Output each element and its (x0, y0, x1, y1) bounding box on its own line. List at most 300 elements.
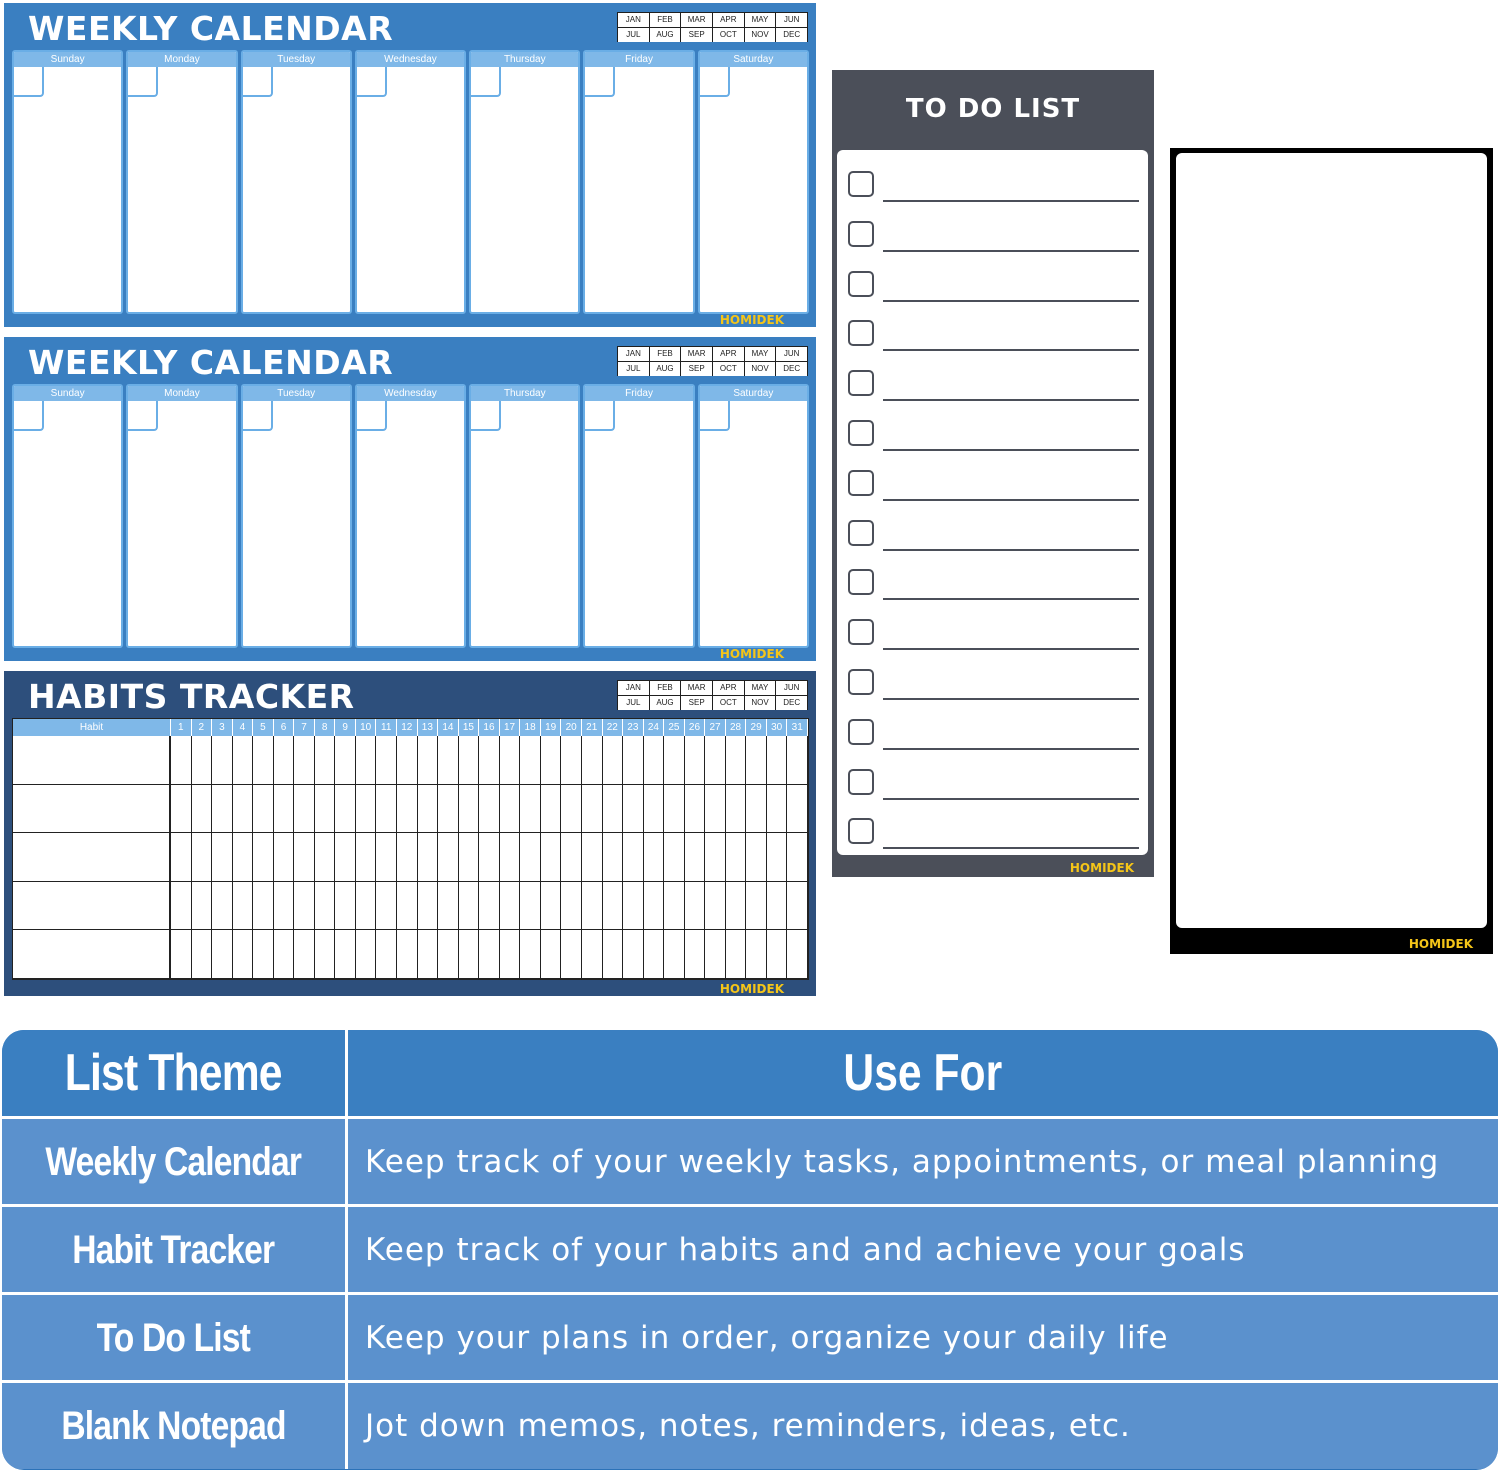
month-cell: JUN (776, 347, 807, 361)
habit-check-cell (561, 833, 582, 882)
habit-check-cell (767, 785, 788, 834)
date-box (700, 401, 730, 431)
habit-check-cell (685, 736, 706, 785)
habit-check-cell (746, 785, 767, 834)
day-header: Tuesday (243, 386, 350, 401)
month-cell: AUG (650, 362, 681, 376)
day-number-header: 8 (315, 719, 336, 736)
date-box (471, 67, 501, 97)
habit-check-cell (356, 736, 377, 785)
todo-line (883, 748, 1139, 750)
habit-check-cell (335, 930, 356, 979)
day-column (126, 50, 237, 314)
habit-check-cell (623, 785, 644, 834)
todo-line (883, 300, 1139, 302)
todo-line (883, 549, 1139, 551)
day-column (583, 384, 694, 648)
month-cell: FEB (650, 13, 681, 27)
day-number-header: 9 (335, 719, 356, 736)
habit-check-cell (376, 882, 397, 931)
todo-item (847, 566, 1139, 600)
table-row (2, 1204, 1498, 1293)
day-header: Friday (585, 52, 692, 67)
habit-check-cell (376, 833, 397, 882)
habit-check-cell (541, 736, 562, 785)
day-column (469, 384, 580, 648)
theme-cell: Weekly Calendar (2, 1119, 348, 1205)
habit-check-cell (192, 882, 213, 931)
habit-check-cell (520, 736, 541, 785)
brand-logo: HOMIDEK (719, 982, 784, 996)
header-list-theme: List Theme (2, 1030, 348, 1116)
day-writing-area (128, 67, 235, 312)
table-header (2, 1030, 1498, 1116)
checkbox-icon (848, 420, 874, 446)
habit-grid (12, 718, 809, 980)
habit-check-cell (274, 785, 295, 834)
habit-check-cell (294, 785, 315, 834)
date-box (700, 67, 730, 97)
habit-check-cell (644, 833, 665, 882)
habit-check-cell (212, 785, 233, 834)
month-cell: JAN (618, 13, 649, 27)
habit-check-cell (603, 930, 624, 979)
todo-item (847, 417, 1139, 451)
habit-check-cell (623, 882, 644, 931)
habit-check-cell (438, 833, 459, 882)
habit-check-cell (623, 930, 644, 979)
day-column (698, 50, 809, 314)
day-header: Tuesday (243, 52, 350, 67)
habit-check-cell (479, 833, 500, 882)
month-cell: MAR (681, 347, 712, 361)
day-header: Thursday (471, 386, 578, 401)
habit-check-cell (623, 833, 644, 882)
day-column (355, 384, 466, 648)
table-row (2, 1380, 1498, 1469)
todo-item (847, 616, 1139, 650)
habit-check-cell (726, 736, 747, 785)
habit-check-cell (561, 930, 582, 979)
habit-check-cell (479, 736, 500, 785)
habit-check-cell (212, 736, 233, 785)
todo-item (847, 268, 1139, 302)
day-number-header: 4 (233, 719, 254, 736)
use-cell: Keep your plans in order, organize your daily life (365, 1320, 1169, 1356)
habit-check-cell (479, 882, 500, 931)
habit-check-cell (541, 833, 562, 882)
day-number-header: 3 (212, 719, 233, 736)
month-cell: SEP (681, 28, 712, 42)
todo-line (883, 399, 1139, 401)
todo-paper (837, 150, 1148, 855)
day-number-header: 7 (294, 719, 315, 736)
habit-name-cell (13, 833, 171, 882)
habit-check-cell (500, 930, 521, 979)
month-cell: AUG (650, 28, 681, 42)
habit-check-cell (787, 833, 808, 882)
theme-cell: To Do List (2, 1295, 348, 1381)
month-cell: MAR (681, 13, 712, 27)
day-writing-area (585, 401, 692, 646)
month-cell: APR (713, 13, 744, 27)
habit-check-cell (541, 930, 562, 979)
day-column (12, 50, 123, 314)
month-selector (617, 12, 808, 42)
day-header: Saturday (700, 52, 807, 67)
habit-check-cell (294, 930, 315, 979)
day-header: Monday (128, 52, 235, 67)
month-cell: JUL (618, 696, 649, 710)
day-number-header: 11 (376, 719, 397, 736)
month-cell: JUN (776, 13, 807, 27)
habit-check-cell (274, 833, 295, 882)
blank-notepad-board (1170, 148, 1493, 954)
weekly-calendar-board-1 (4, 3, 816, 327)
habit-check-cell (644, 736, 665, 785)
day-number-header: 1 (171, 719, 192, 736)
habit-name-cell (13, 882, 171, 931)
day-number-header: 6 (274, 719, 295, 736)
habit-check-cell (397, 736, 418, 785)
date-box (357, 401, 387, 431)
habit-check-cell (233, 785, 254, 834)
month-cell: SEP (681, 696, 712, 710)
day-number-header: 24 (644, 719, 665, 736)
todo-item (847, 218, 1139, 252)
habit-check-cell (561, 736, 582, 785)
brand-logo: HOMIDEK (1408, 937, 1473, 951)
brand-logo: HOMIDEK (719, 647, 784, 661)
habit-check-cell (787, 930, 808, 979)
habit-check-cell (212, 833, 233, 882)
habits-tracker-board (4, 671, 816, 996)
month-cell: APR (713, 347, 744, 361)
habit-check-cell (356, 882, 377, 931)
day-writing-area (357, 401, 464, 646)
habit-check-cell (459, 882, 480, 931)
habit-check-cell (233, 930, 254, 979)
month-cell: AUG (650, 696, 681, 710)
month-cell: JUN (776, 681, 807, 695)
habit-check-cell (335, 736, 356, 785)
habit-check-cell (315, 785, 336, 834)
habit-check-cell (192, 736, 213, 785)
habit-check-cell (664, 736, 685, 785)
habit-check-cell (192, 833, 213, 882)
habit-check-cell (438, 736, 459, 785)
brand-logo: HOMIDEK (719, 313, 784, 327)
day-header: Wednesday (357, 52, 464, 67)
day-number-header: 10 (356, 719, 377, 736)
habit-check-cell (685, 930, 706, 979)
todo-item (847, 367, 1139, 401)
day-number-header: 13 (418, 719, 439, 736)
board-title: HABITS TRACKER (28, 677, 355, 716)
day-column (698, 384, 809, 648)
todo-item (847, 517, 1139, 551)
day-columns (12, 50, 809, 314)
day-number-header: 27 (705, 719, 726, 736)
use-cell: Jot down memos, notes, reminders, ideas, etc. (365, 1408, 1131, 1444)
habit-check-cell (397, 930, 418, 979)
date-box (243, 67, 273, 97)
month-cell: NOV (745, 28, 776, 42)
habit-check-cell (315, 930, 336, 979)
month-cell: FEB (650, 347, 681, 361)
day-writing-area (14, 401, 121, 646)
habit-check-cell (253, 785, 274, 834)
habit-check-cell (787, 785, 808, 834)
habit-check-cell (274, 930, 295, 979)
day-column (469, 50, 580, 314)
habit-check-cell (561, 882, 582, 931)
todo-list-board (832, 70, 1154, 877)
habit-check-cell (335, 882, 356, 931)
todo-item (847, 317, 1139, 351)
habit-check-cell (746, 833, 767, 882)
theme-cell: Habit Tracker (2, 1207, 348, 1293)
day-writing-area (471, 401, 578, 646)
habit-check-cell (623, 736, 644, 785)
day-writing-area (243, 401, 350, 646)
habit-check-cell (500, 882, 521, 931)
month-cell: APR (713, 681, 744, 695)
date-box (585, 67, 615, 97)
date-box (128, 67, 158, 97)
todo-line (883, 598, 1139, 600)
habit-check-cell (294, 736, 315, 785)
day-header: Monday (128, 386, 235, 401)
habit-check-cell (418, 785, 439, 834)
habit-check-cell (520, 833, 541, 882)
month-selector (617, 680, 808, 710)
habit-check-cell (212, 930, 233, 979)
month-cell: MAY (745, 13, 776, 27)
habit-check-cell (356, 785, 377, 834)
day-number-header: 31 (787, 719, 808, 736)
habit-check-cell (171, 882, 192, 931)
habit-check-cell (726, 930, 747, 979)
habit-check-cell (397, 833, 418, 882)
habit-check-cell (171, 785, 192, 834)
month-cell: JAN (618, 681, 649, 695)
todo-line (883, 698, 1139, 700)
habit-check-cell (603, 785, 624, 834)
todo-line (883, 847, 1139, 849)
habit-check-cell (335, 833, 356, 882)
todo-line (883, 349, 1139, 351)
day-header: Friday (585, 386, 692, 401)
habit-check-cell (746, 930, 767, 979)
month-cell: DEC (776, 696, 807, 710)
habit-check-cell (192, 930, 213, 979)
habit-check-cell (438, 930, 459, 979)
habit-check-cell (561, 785, 582, 834)
habit-check-cell (603, 882, 624, 931)
checkbox-icon (848, 719, 874, 745)
habit-check-cell (644, 785, 665, 834)
habit-check-cell (418, 833, 439, 882)
habit-check-cell (418, 882, 439, 931)
day-number-header: 25 (664, 719, 685, 736)
habit-name-cell (13, 736, 171, 785)
use-cell: Keep track of your weekly tasks, appointments, or meal planning (365, 1144, 1440, 1180)
month-cell: FEB (650, 681, 681, 695)
date-box (14, 401, 44, 431)
habit-check-cell (233, 736, 254, 785)
habit-check-cell (315, 833, 336, 882)
habit-check-cell (376, 736, 397, 785)
checkbox-icon (848, 619, 874, 645)
todo-item (847, 766, 1139, 800)
habit-name-cell (13, 930, 171, 979)
day-number-header: 17 (500, 719, 521, 736)
habit-check-cell (274, 736, 295, 785)
habit-check-cell (459, 785, 480, 834)
habit-check-cell (315, 736, 336, 785)
checkbox-icon (848, 769, 874, 795)
habit-check-cell (459, 833, 480, 882)
habit-check-cell (541, 785, 562, 834)
notepad-paper (1176, 153, 1487, 928)
day-header: Saturday (700, 386, 807, 401)
habit-check-cell (500, 785, 521, 834)
habit-check-cell (459, 736, 480, 785)
day-header: Thursday (471, 52, 578, 67)
day-column (126, 384, 237, 648)
habit-check-cell (253, 882, 274, 931)
habit-check-cell (274, 882, 295, 931)
habit-check-cell (253, 736, 274, 785)
checkbox-icon (848, 818, 874, 844)
month-cell: MAY (745, 681, 776, 695)
habit-check-cell (171, 930, 192, 979)
month-cell: SEP (681, 362, 712, 376)
day-column (241, 384, 352, 648)
month-selector (617, 346, 808, 376)
habit-check-cell (479, 930, 500, 979)
theme-cell: Blank Notepad (2, 1383, 348, 1469)
habit-column-header: Habit (13, 719, 171, 736)
todo-line (883, 250, 1139, 252)
day-number-header: 15 (459, 719, 480, 736)
day-number-header: 2 (192, 719, 213, 736)
habit-check-cell (705, 882, 726, 931)
table-row (2, 1292, 1498, 1381)
header-use-for: Use For (843, 1044, 1003, 1102)
habit-check-cell (397, 785, 418, 834)
list-theme-table (2, 1030, 1498, 1470)
day-number-header: 30 (767, 719, 788, 736)
day-writing-area (471, 67, 578, 312)
habit-check-cell (376, 785, 397, 834)
checkbox-icon (848, 171, 874, 197)
habit-check-cell (582, 785, 603, 834)
habit-check-cell (767, 882, 788, 931)
habit-check-cell (520, 785, 541, 834)
habit-check-cell (397, 882, 418, 931)
habit-check-cell (685, 785, 706, 834)
habit-check-cell (520, 930, 541, 979)
day-number-header: 20 (561, 719, 582, 736)
habit-check-cell (356, 833, 377, 882)
todo-item (847, 168, 1139, 202)
day-number-header: 16 (479, 719, 500, 736)
habit-check-cell (685, 833, 706, 882)
habit-check-cell (644, 882, 665, 931)
month-cell: MAR (681, 681, 712, 695)
board-title: WEEKLY CALENDAR (28, 343, 394, 382)
day-writing-area (700, 401, 807, 646)
month-cell: JAN (618, 347, 649, 361)
todo-line (883, 449, 1139, 451)
habit-check-cell (787, 882, 808, 931)
day-number-header: 14 (438, 719, 459, 736)
day-writing-area (585, 67, 692, 312)
habit-check-cell (603, 736, 624, 785)
habit-check-cell (746, 882, 767, 931)
habit-check-cell (541, 882, 562, 931)
habit-check-cell (582, 833, 603, 882)
habit-check-cell (376, 930, 397, 979)
checkbox-icon (848, 370, 874, 396)
habit-check-cell (171, 736, 192, 785)
todo-item (847, 467, 1139, 501)
habit-check-cell (664, 930, 685, 979)
day-column (12, 384, 123, 648)
day-number-header: 22 (603, 719, 624, 736)
habit-check-cell (171, 833, 192, 882)
day-writing-area (700, 67, 807, 312)
weekly-calendar-board-2 (4, 337, 816, 661)
date-box (243, 401, 273, 431)
month-cell: OCT (713, 28, 744, 42)
checkbox-icon (848, 470, 874, 496)
habit-check-cell (644, 930, 665, 979)
todo-line (883, 798, 1139, 800)
month-cell: JUL (618, 28, 649, 42)
habit-check-cell (705, 930, 726, 979)
date-box (585, 401, 615, 431)
day-number-header: 18 (520, 719, 541, 736)
habit-check-cell (705, 785, 726, 834)
habit-check-cell (335, 785, 356, 834)
day-number-header: 19 (541, 719, 562, 736)
day-header: Sunday (14, 52, 121, 67)
habit-name-cell (13, 785, 171, 834)
todo-line (883, 200, 1139, 202)
habit-check-cell (767, 930, 788, 979)
checkbox-icon (848, 221, 874, 247)
todo-title: TO DO LIST (905, 94, 1081, 124)
habit-check-cell (253, 833, 274, 882)
habit-check-cell (520, 882, 541, 931)
habit-check-cell (438, 785, 459, 834)
table-row (2, 1116, 1498, 1205)
day-number-header: 28 (726, 719, 747, 736)
todo-line (883, 499, 1139, 501)
habit-check-cell (664, 882, 685, 931)
habit-check-cell (705, 736, 726, 785)
day-number-header: 21 (582, 719, 603, 736)
todo-line (883, 648, 1139, 650)
habit-check-cell (726, 833, 747, 882)
habit-check-cell (705, 833, 726, 882)
habit-check-cell (767, 736, 788, 785)
day-number-header: 26 (685, 719, 706, 736)
habit-check-cell (192, 785, 213, 834)
